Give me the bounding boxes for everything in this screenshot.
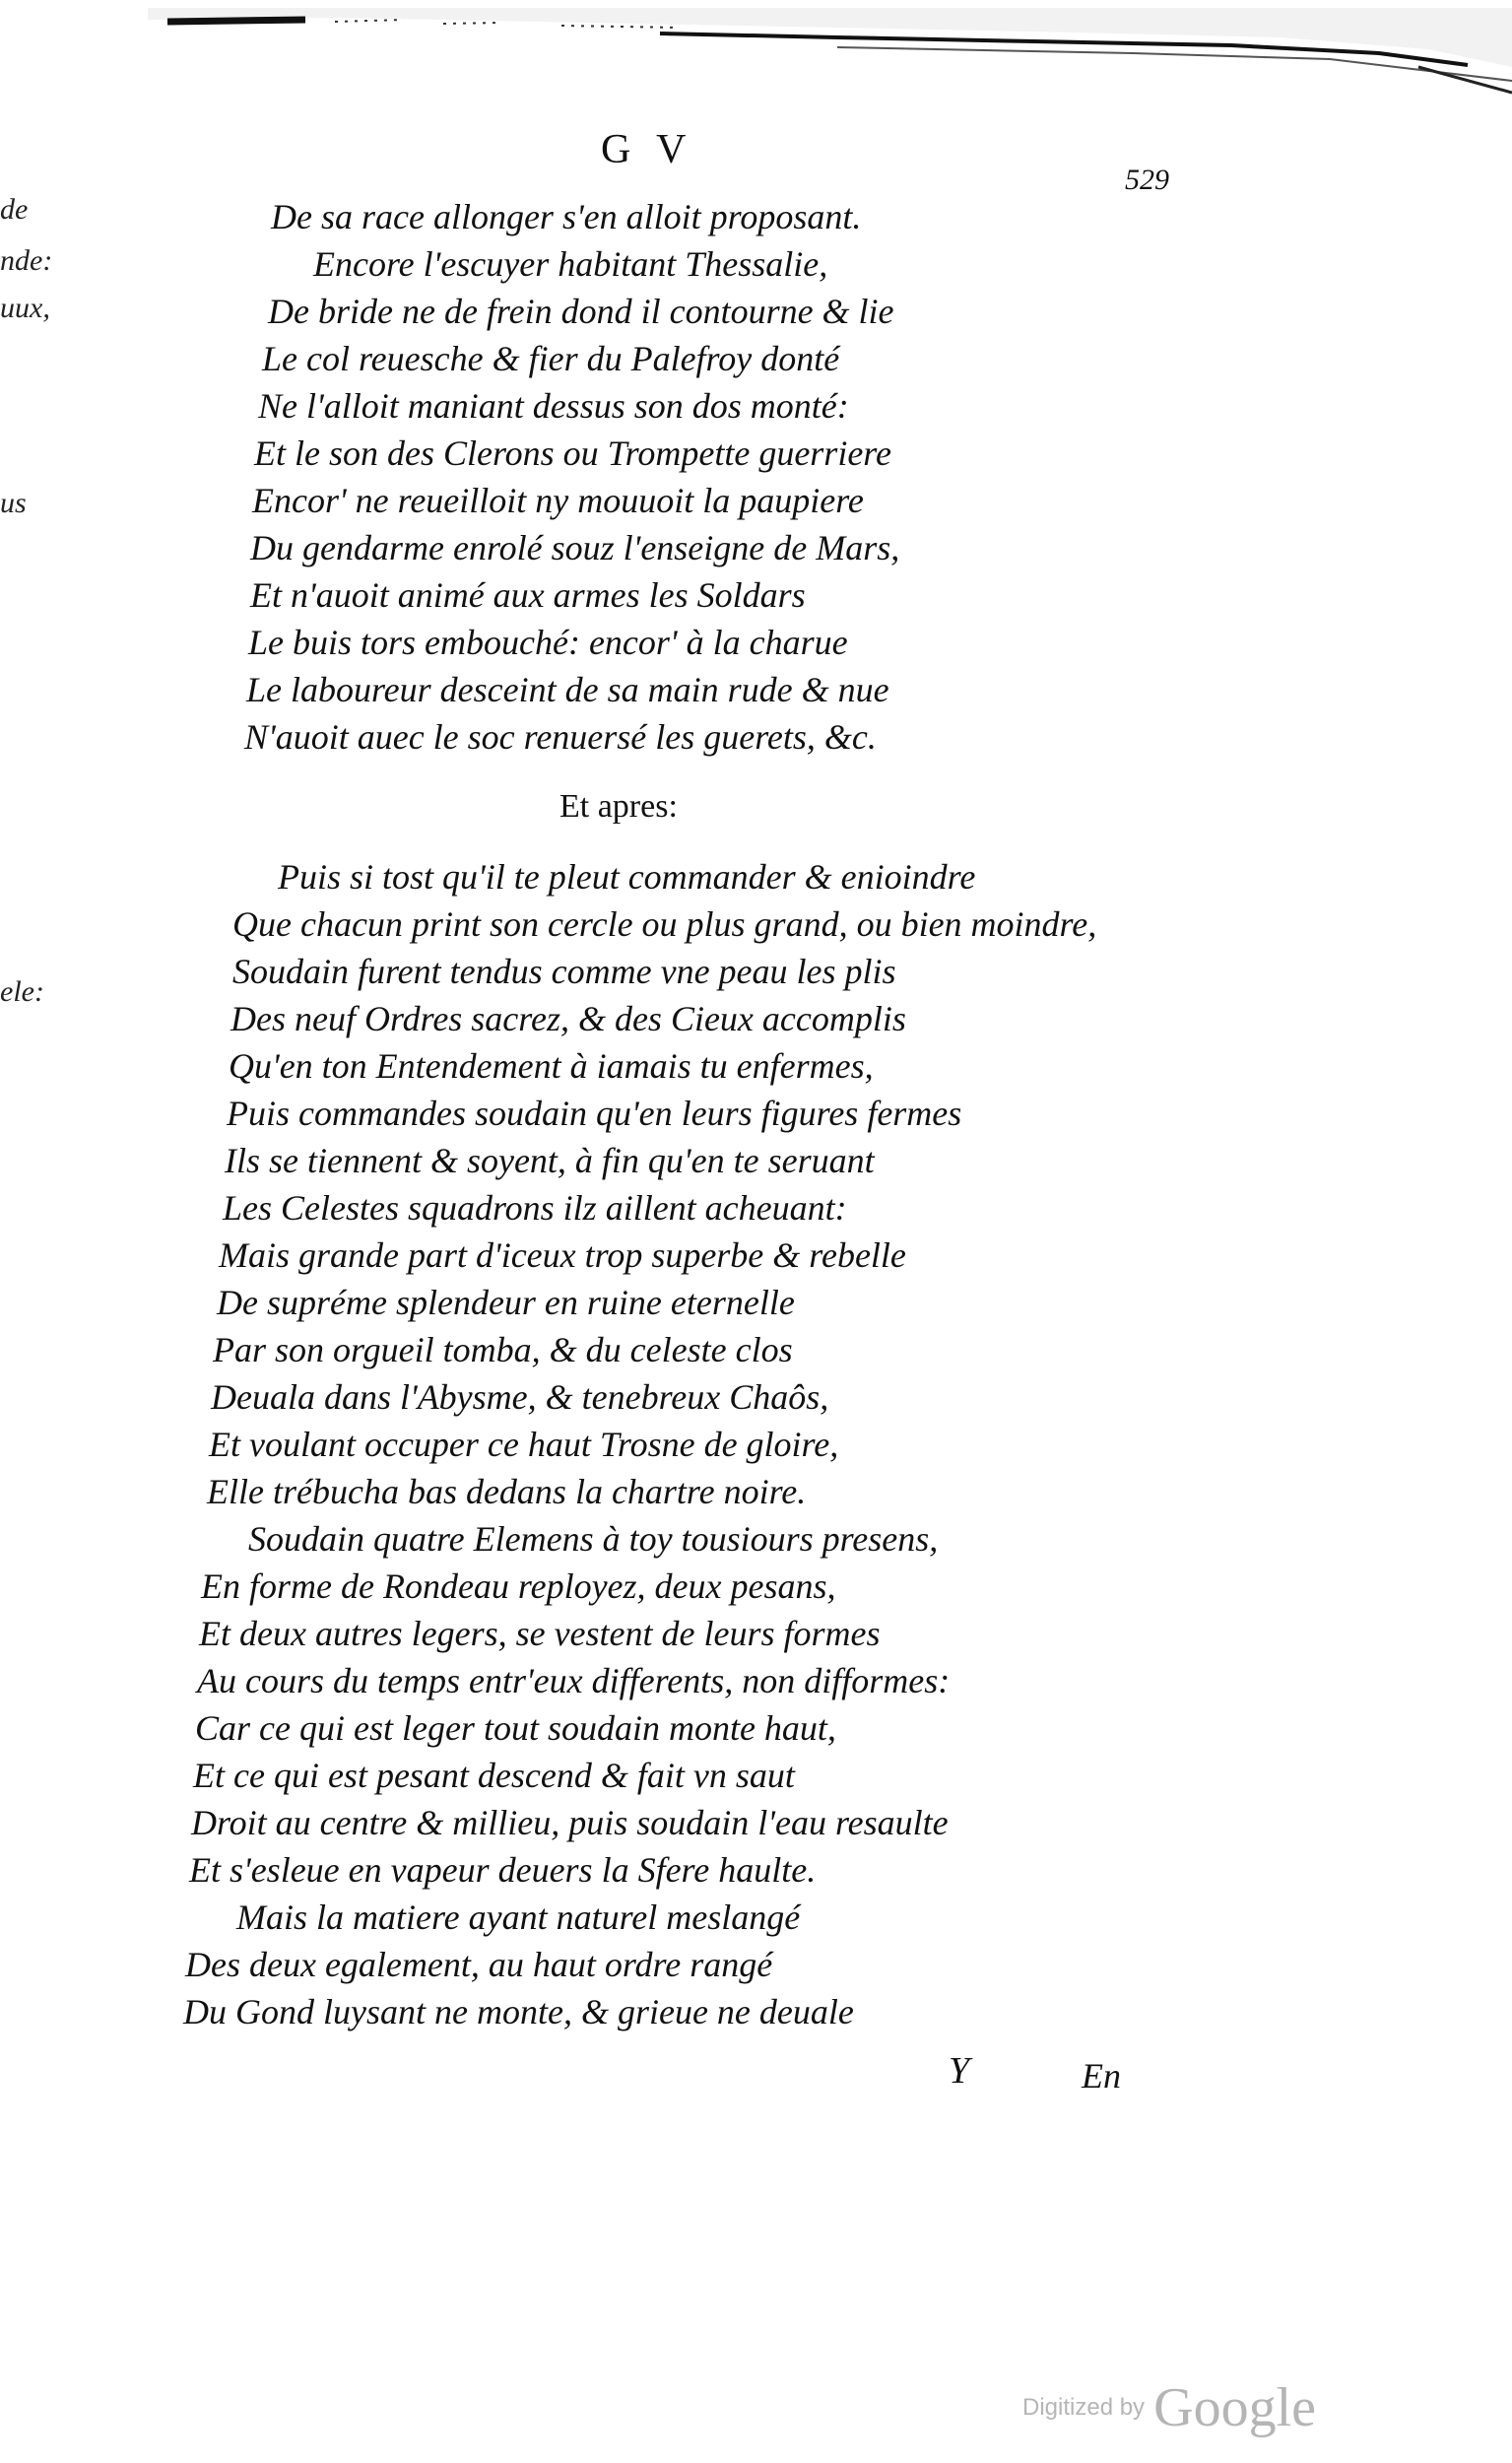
verse-line: Du gendarme enrolé souz l'enseigne de Mars, bbox=[250, 528, 900, 567]
verse-line: Mais la matiere ayant naturel meslangé bbox=[236, 1897, 801, 1937]
watermark-prefix: Digitized by bbox=[1022, 2394, 1146, 2421]
verse-line: De supréme splendeur en ruine eternelle bbox=[217, 1283, 795, 1322]
verse-line: Et le son des Clerons ou Trompette guerriere bbox=[254, 433, 891, 473]
verse-line: Le buis tors embouché: encor' à la charue bbox=[248, 623, 848, 662]
gutter-fragment: de bbox=[0, 193, 29, 226]
facing-page-gutter bbox=[0, 0, 53, 2463]
verse-line: Puis commandes soudain qu'en leurs figures fermes bbox=[227, 1094, 962, 1133]
verse-line: Puis si tost qu'il te pleut commander & enioindre bbox=[278, 857, 976, 897]
gutter-fragment: us bbox=[0, 487, 27, 519]
verse-line: Des neuf Ordres sacrez, & des Cieux accomplis bbox=[230, 999, 906, 1038]
verse-line: Mais grande part d'iceux trop superbe & rebelle bbox=[219, 1235, 906, 1275]
verse-line: De sa race allonger s'en alloit proposant. bbox=[271, 197, 862, 236]
verse-line: Deuala dans l'Abysme, & tenebreux Chaôs, bbox=[211, 1377, 829, 1417]
verse-line: Car ce qui est leger tout soudain monte haut, bbox=[195, 1708, 836, 1748]
verse-line: Soudain furent tendus comme vne peau les plis bbox=[232, 952, 896, 991]
verse-line: Elle trébucha bas dedans la chartre noire. bbox=[207, 1472, 807, 1511]
scan-edge-shadow bbox=[148, 8, 1512, 116]
verse-line: Et ce qui est pesant descend & fait vn saut bbox=[193, 1756, 795, 1795]
verse-line: Par son orgueil tomba, & du celeste clos bbox=[213, 1330, 793, 1369]
verse-line: Le laboureur desceint de sa main rude & nue bbox=[246, 670, 889, 709]
google-logo: Google bbox=[1153, 2377, 1317, 2438]
verse-line: Et s'esleue en vapeur deuers la Sfere haulte. bbox=[189, 1850, 817, 1890]
verse-line: Le col reuesche & fier du Palefroy donté bbox=[262, 339, 840, 378]
page-number: 529 bbox=[1125, 164, 1169, 196]
verse-line: Encor' ne reueilloit ny mouuoit la paupiere bbox=[252, 481, 864, 520]
running-head: G V bbox=[601, 127, 694, 172]
verse-line: Que chacun print son cercle ou plus grand, ou bien moindre, bbox=[232, 904, 1097, 944]
signature-mark: Y bbox=[949, 2050, 970, 2092]
verse-line: En forme de Rondeau reployez, deux pesans, bbox=[201, 1566, 836, 1606]
verse-line: Qu'en ton Entendement à iamais tu enfermes, bbox=[229, 1046, 874, 1086]
gutter-fragment: nde: bbox=[0, 244, 53, 277]
verse-line: Des deux egalement, au haut ordre rangé bbox=[185, 1945, 773, 1984]
verse-line: Au cours du temps entr'eux differents, non difformes: bbox=[197, 1661, 951, 1700]
verse-line: N'auoit auec le soc renuersé les guerets, &c. bbox=[244, 717, 877, 757]
verse-line: Ils se tiennent & soyent, à fin qu'en te seruant bbox=[225, 1141, 875, 1180]
verse-line: De bride ne de frein dond il contourne & lie bbox=[268, 292, 894, 331]
gutter-fragment: ele: bbox=[0, 975, 44, 1008]
verse-line: Les Celestes squadrons ilz aillent acheuant: bbox=[223, 1188, 847, 1228]
catchword: En bbox=[1082, 2056, 1121, 2096]
verse-line: Du Gond luysant ne monte, & grieue ne deuale bbox=[183, 1992, 854, 2031]
verse-line: Soudain quatre Elemens à toy tousiours presens, bbox=[248, 1519, 939, 1559]
gutter-fragment: uux, bbox=[0, 292, 50, 324]
verse-line: Ne l'alloit maniant dessus son dos monté: bbox=[258, 386, 849, 426]
verse-line: Et voulant occuper ce haut Trosne de gloire, bbox=[209, 1425, 839, 1464]
verse-line: Droit au centre & millieu, puis soudain l'eau resaulte bbox=[191, 1803, 949, 1842]
verse-line: Et deux autres legers, se vestent de leurs formes bbox=[199, 1614, 881, 1653]
digitized-by-watermark bbox=[1022, 2376, 1316, 2439]
verse-line: Encore l'escuyer habitant Thessalie, bbox=[313, 244, 828, 284]
section-subheading: Et apres: bbox=[559, 788, 678, 825]
verse-line: Et n'auoit animé aux armes les Soldars bbox=[250, 575, 806, 615]
